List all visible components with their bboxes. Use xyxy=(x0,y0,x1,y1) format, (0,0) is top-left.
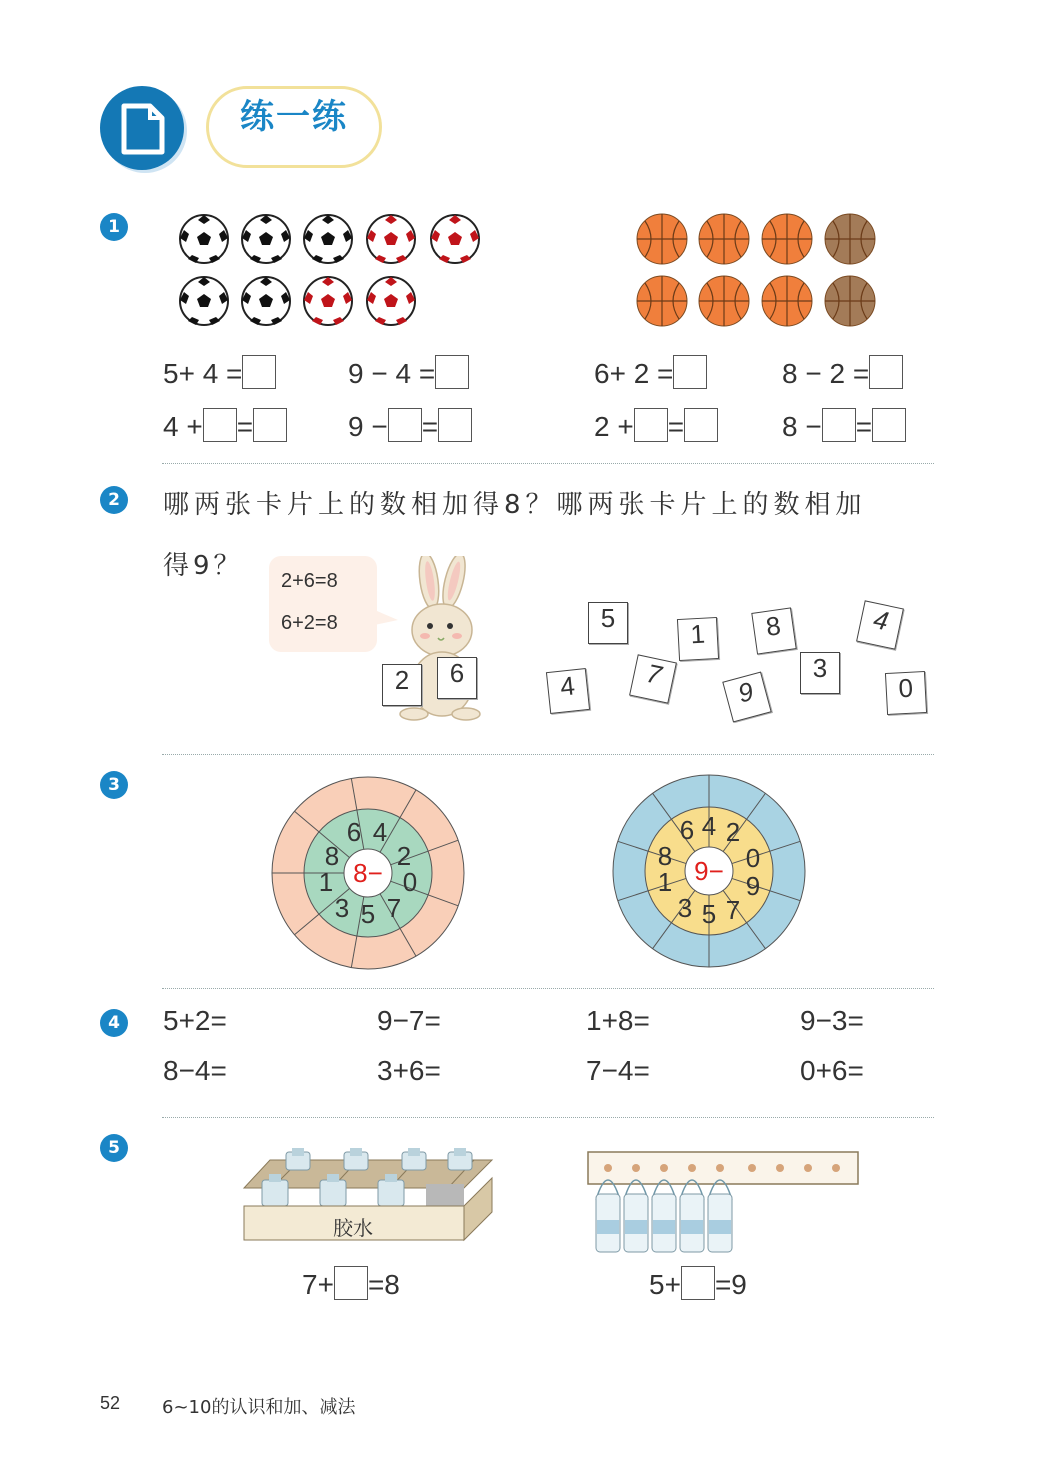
answer-box[interactable] xyxy=(388,408,422,442)
eq-text: = xyxy=(667,411,685,442)
q1-eq-right-4 xyxy=(782,408,906,443)
question-text-line2: 得9？ xyxy=(163,551,244,581)
number-card[interactable]: 0 xyxy=(885,671,927,715)
q5-eq-2 xyxy=(649,1266,747,1301)
wheel-number: 9 xyxy=(745,871,761,901)
question-badge-5: 5 xyxy=(100,1134,128,1162)
eq-text: 2 + xyxy=(594,411,634,442)
wheel-number: 7 xyxy=(386,893,402,923)
eq-text: 4 + xyxy=(163,411,203,442)
wheel-number: 6 xyxy=(679,815,695,845)
eq-text: 6+ 2 = xyxy=(594,358,674,389)
wheel-number: 5 xyxy=(360,899,376,929)
answer-box[interactable] xyxy=(334,1266,368,1300)
eq-text: 9 − 4 = xyxy=(348,358,436,389)
eq-text: 5+ xyxy=(649,1269,681,1300)
wheel-number: 8 xyxy=(657,841,673,871)
wheel-center: 8− xyxy=(353,858,383,888)
eq-text: =9 xyxy=(714,1269,747,1300)
rabbit-card: 6 xyxy=(437,657,477,699)
wheel-number: 4 xyxy=(701,811,717,841)
wheel-number: 1 xyxy=(318,867,334,897)
subtraction-wheel-8 xyxy=(271,776,465,970)
number-card[interactable]: 5 xyxy=(588,602,628,644)
eq-text: 8 − xyxy=(782,411,822,442)
answer-box[interactable] xyxy=(438,408,472,442)
answer-box[interactable] xyxy=(253,408,287,442)
eq-text: 7+ xyxy=(302,1269,334,1300)
speech-bubble xyxy=(269,556,377,652)
answer-box[interactable] xyxy=(681,1266,715,1300)
number-card[interactable]: 9 xyxy=(722,672,772,723)
eq-text: = xyxy=(421,411,439,442)
section-icon xyxy=(100,86,184,170)
chapter-title: 6~10的认识和加、减法 xyxy=(162,1397,356,1418)
answer-box[interactable] xyxy=(684,408,718,442)
bottle-rack-illustration xyxy=(586,1150,862,1256)
wheel-number: 2 xyxy=(725,817,741,847)
wheel-number: 3 xyxy=(334,893,350,923)
eq-text: 9 − xyxy=(348,411,388,442)
number-card[interactable]: 3 xyxy=(800,652,840,694)
soccer-balls xyxy=(175,210,485,332)
wheel-number: 7 xyxy=(725,895,741,925)
number-card[interactable]: 8 xyxy=(751,607,796,654)
q4-eq: 9−7= xyxy=(377,1005,441,1036)
q4-eq: 1+8= xyxy=(586,1005,650,1036)
q4-eq: 9−3= xyxy=(800,1005,864,1036)
answer-box[interactable] xyxy=(435,355,469,389)
q4-eq: 3+6= xyxy=(377,1055,441,1086)
q1-eq-right-1 xyxy=(594,355,707,390)
subtraction-wheel-9 xyxy=(611,773,807,969)
wheel-center: 9− xyxy=(694,856,724,886)
answer-box[interactable] xyxy=(869,355,903,389)
wheel-number: 3 xyxy=(677,893,693,923)
answer-box[interactable] xyxy=(673,355,707,389)
wheel-number: 1 xyxy=(657,867,673,897)
wheel-number: 6 xyxy=(346,817,362,847)
divider xyxy=(162,754,934,755)
divider xyxy=(162,463,934,464)
wheel-number: 8 xyxy=(324,841,340,871)
answer-box[interactable] xyxy=(822,408,856,442)
question-badge-4: 4 xyxy=(100,1009,128,1037)
wheel-number: 2 xyxy=(396,841,412,871)
q4-eq: 5+2= xyxy=(163,1005,227,1036)
basketballs xyxy=(633,210,883,332)
question-badge-3: 3 xyxy=(100,771,128,799)
eq-text: =8 xyxy=(367,1269,400,1300)
bubble-line: 2+6=8 xyxy=(281,570,338,592)
q1-eq-right-3 xyxy=(594,408,718,443)
page-title: 练一练 xyxy=(240,97,348,137)
document-icon xyxy=(100,86,184,170)
wheel-number: 0 xyxy=(745,843,761,873)
page-number: 52 xyxy=(100,1393,121,1413)
eq-text: = xyxy=(855,411,873,442)
answer-box[interactable] xyxy=(242,355,276,389)
q1-eq-left-1 xyxy=(163,355,276,390)
q1-eq-left-2 xyxy=(348,355,469,390)
title-pill xyxy=(206,86,382,168)
question-badge-1: 1 xyxy=(100,213,128,241)
bubble-line: 6+2=8 xyxy=(281,612,338,634)
eq-text: = xyxy=(236,411,254,442)
eq-text: 8 − 2 = xyxy=(782,358,870,389)
q4-eq: 7−4= xyxy=(586,1055,650,1086)
eq-text: 5+ 4 = xyxy=(163,358,243,389)
number-card[interactable]: 1 xyxy=(677,617,719,661)
q4-eq: 8−4= xyxy=(163,1055,227,1086)
q5-eq-1 xyxy=(302,1266,400,1301)
glue-box-label: 胶水 xyxy=(333,1216,373,1240)
answer-box[interactable] xyxy=(203,408,237,442)
wheel-number: 0 xyxy=(402,867,418,897)
number-card[interactable]: 4 xyxy=(856,600,904,649)
wheel-number: 4 xyxy=(372,817,388,847)
wheel-number: 5 xyxy=(701,899,717,929)
answer-box[interactable] xyxy=(634,408,668,442)
q1-eq-left-4 xyxy=(348,408,472,443)
number-card[interactable]: 7 xyxy=(629,654,677,703)
q1-eq-left-3 xyxy=(163,408,287,443)
q4-eq: 0+6= xyxy=(800,1055,864,1086)
number-card[interactable]: 4 xyxy=(546,668,590,714)
answer-box[interactable] xyxy=(872,408,906,442)
divider xyxy=(162,1117,934,1118)
q1-eq-right-2 xyxy=(782,355,903,390)
question-badge-2: 2 xyxy=(100,486,128,514)
divider xyxy=(162,988,934,989)
rabbit-card: 2 xyxy=(382,664,422,706)
question-text-line1: 哪两张卡片上的数相加得8？哪两张卡片上的数相加 xyxy=(163,490,867,520)
